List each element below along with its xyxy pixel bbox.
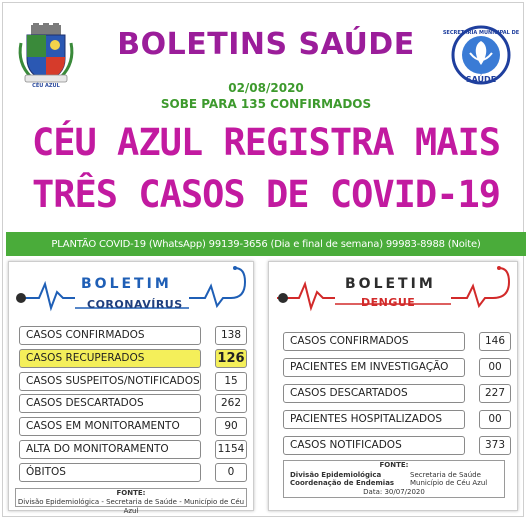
- headline-line-2: TRÊS CASOS DE COVID-19: [31, 173, 501, 216]
- stat-value: 373: [479, 436, 511, 455]
- stat-row: [19, 372, 245, 391]
- covid-panel-subtitle: CORONAVÍRUS: [87, 298, 183, 311]
- stat-label: CASOS SUSPEITOS/NOTIFICADOS: [19, 372, 201, 391]
- stat-row: [283, 384, 509, 403]
- dengue-bulletin-panel: [268, 261, 518, 511]
- stat-label: CASOS DESCARTADOS: [283, 384, 465, 403]
- stat-value: 00: [479, 410, 511, 429]
- crest-caption: CÉU AZUL: [32, 83, 60, 89]
- page-title: BOLETINS SAÚDE: [117, 27, 415, 62]
- headline-line-1: CÉU AZUL REGISTRA MAIS: [31, 121, 501, 164]
- stat-value: 126: [215, 349, 247, 368]
- stat-label: CASOS CONFIRMADOS: [19, 326, 201, 345]
- stat-row: [19, 349, 245, 368]
- stat-row: [19, 326, 245, 345]
- bulletin-subtitle: SOBE PARA 135 CONFIRMADOS: [160, 97, 372, 111]
- stat-label: CASOS NOTIFICADOS: [283, 436, 465, 455]
- hotline-text: PLANTÃO COVID-19 (WhatsApp) 99139-3656 (Dia e final de semana) 99983-8988 (Noite): [51, 238, 481, 250]
- stat-row: [19, 394, 245, 413]
- stat-row: [283, 410, 509, 429]
- stat-value: 15: [215, 372, 247, 391]
- covid-panel-title: BOLETIM: [81, 276, 172, 292]
- dengue-source-left-2: Coordenação de Endemias: [290, 479, 395, 487]
- stethoscope-icon: [231, 268, 245, 298]
- dengue-source-box: [283, 460, 505, 498]
- stat-value: 146: [479, 332, 511, 351]
- covid-source-text: Divisão Epidemiológica - Secretaria de Saúde - Município de Céu Azul: [17, 498, 245, 515]
- dengue-source-right-2: Município de Céu Azul: [410, 479, 488, 487]
- municipal-crest-icon: [17, 23, 75, 85]
- covid-bulletin-panel: [8, 261, 254, 515]
- stat-value: 00: [479, 358, 511, 377]
- stat-label: PACIENTES HOSPITALIZADOS: [283, 410, 465, 429]
- hotline-banner: [6, 232, 526, 256]
- stat-label: CASOS DESCARTADOS: [19, 394, 201, 413]
- dengue-panel-title: BOLETIM: [345, 276, 436, 292]
- stat-row: [283, 436, 509, 455]
- dengue-source-left-1: Divisão Epidemiológica: [290, 471, 382, 479]
- stat-row: [283, 358, 509, 377]
- stat-row: [19, 463, 245, 482]
- stat-label: ALTA DO MONITORAMENTO: [19, 440, 201, 459]
- dengue-source-date: Data: 30/07/2020: [363, 488, 425, 496]
- stat-value: 1154: [215, 440, 247, 459]
- stat-label: ÓBITOS: [19, 463, 201, 482]
- stat-value: 138: [215, 326, 247, 345]
- stat-value: 262: [215, 394, 247, 413]
- stat-row: [19, 440, 245, 459]
- seal-ring-text: SECRETARIA MUNICIPAL DE: [442, 30, 520, 36]
- dengue-source-right-1: Secretaria de Saúde: [410, 471, 481, 479]
- stat-value: 227: [479, 384, 511, 403]
- stat-label: CASOS EM MONITORAMENTO: [19, 417, 201, 436]
- stat-row: [283, 332, 509, 351]
- stat-label: PACIENTES EM INVESTIGAÇÃO: [283, 358, 465, 377]
- covid-source-heading: FONTE:: [116, 489, 146, 497]
- seal-label: SAÚDE: [465, 75, 497, 84]
- stat-label: CASOS RECUPERADOS: [19, 349, 201, 368]
- covid-source-box: [15, 488, 247, 515]
- dengue-source-heading: FONTE:: [379, 461, 409, 469]
- stat-value: 90: [215, 417, 247, 436]
- stat-row: [19, 417, 245, 436]
- dengue-panel-subtitle: DENGUE: [361, 296, 416, 309]
- stat-value: 0: [215, 463, 247, 482]
- stat-label: CASOS CONFIRMADOS: [283, 332, 465, 351]
- bulletin-date: 02/08/2020: [228, 81, 304, 95]
- stethoscope-icon: [493, 268, 509, 298]
